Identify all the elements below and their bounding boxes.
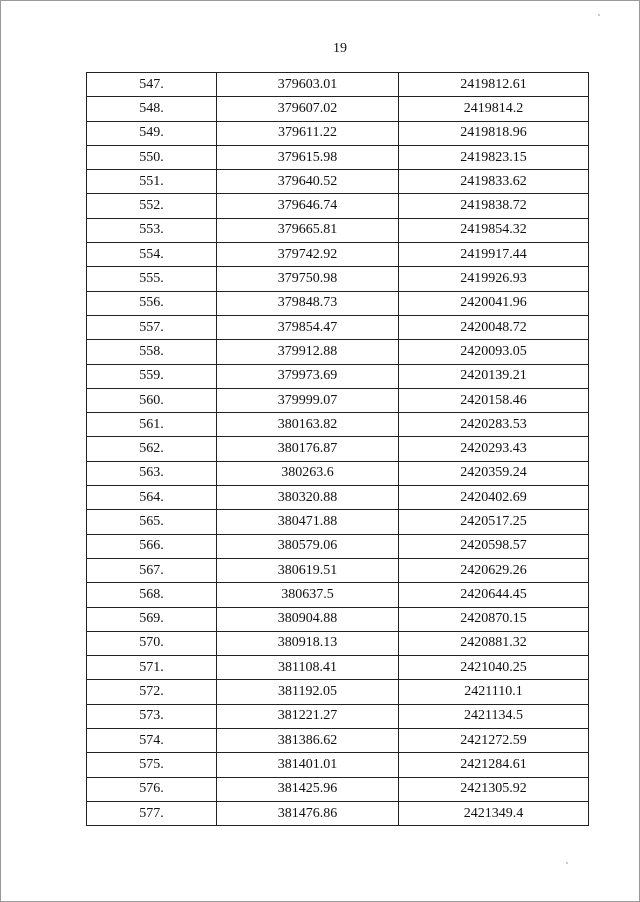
- point-number-cell: 557.: [87, 315, 217, 339]
- table-row: [87, 121, 589, 145]
- point-number-cell: 553.: [87, 218, 217, 242]
- table-row: [87, 218, 589, 242]
- x-coordinate-cell: 379912.88: [217, 340, 399, 364]
- y-coordinate-cell: 2420881.32: [399, 631, 589, 655]
- y-coordinate-cell: 2420093.05: [399, 340, 589, 364]
- x-coordinate-cell: 380904.88: [217, 607, 399, 631]
- y-coordinate-cell: 2419814.2: [399, 97, 589, 121]
- table-row: [87, 461, 589, 485]
- y-coordinate-cell: 2419818.96: [399, 121, 589, 145]
- x-coordinate-cell: 380637.5: [217, 583, 399, 607]
- scan-speck: [566, 862, 568, 864]
- x-coordinate-cell: 380176.87: [217, 437, 399, 461]
- point-number-cell: 572.: [87, 680, 217, 704]
- x-coordinate-cell: 381108.41: [217, 656, 399, 680]
- y-coordinate-cell: 2421349.4: [399, 801, 589, 825]
- point-number-cell: 575.: [87, 753, 217, 777]
- table-row: [87, 801, 589, 825]
- point-number-cell: 569.: [87, 607, 217, 631]
- coordinates-table-body: [87, 73, 589, 826]
- table-row: [87, 97, 589, 121]
- y-coordinate-cell: 2420402.69: [399, 486, 589, 510]
- y-coordinate-cell: 2420293.43: [399, 437, 589, 461]
- table-row: [87, 145, 589, 169]
- x-coordinate-cell: 380619.51: [217, 558, 399, 582]
- y-coordinate-cell: 2421134.5: [399, 704, 589, 728]
- y-coordinate-cell: 2420629.26: [399, 558, 589, 582]
- table-row: [87, 364, 589, 388]
- table-row: [87, 607, 589, 631]
- x-coordinate-cell: 379973.69: [217, 364, 399, 388]
- x-coordinate-cell: 380471.88: [217, 510, 399, 534]
- x-coordinate-cell: 379665.81: [217, 218, 399, 242]
- x-coordinate-cell: 380579.06: [217, 534, 399, 558]
- point-number-cell: 564.: [87, 486, 217, 510]
- point-number-cell: 560.: [87, 388, 217, 412]
- table-row: [87, 680, 589, 704]
- x-coordinate-cell: 380263.6: [217, 461, 399, 485]
- y-coordinate-cell: 2419833.62: [399, 170, 589, 194]
- point-number-cell: 574.: [87, 729, 217, 753]
- y-coordinate-cell: 2420870.15: [399, 607, 589, 631]
- point-number-cell: 568.: [87, 583, 217, 607]
- point-number-cell: 561.: [87, 413, 217, 437]
- point-number-cell: 556.: [87, 291, 217, 315]
- table-row: [87, 243, 589, 267]
- point-number-cell: 550.: [87, 145, 217, 169]
- coordinates-table: [86, 72, 589, 826]
- y-coordinate-cell: 2421110.1: [399, 680, 589, 704]
- scan-speck: [598, 14, 600, 16]
- table-row: [87, 194, 589, 218]
- y-coordinate-cell: 2419917.44: [399, 243, 589, 267]
- x-coordinate-cell: 380320.88: [217, 486, 399, 510]
- point-number-cell: 549.: [87, 121, 217, 145]
- y-coordinate-cell: 2419854.32: [399, 218, 589, 242]
- y-coordinate-cell: 2420644.45: [399, 583, 589, 607]
- point-number-cell: 562.: [87, 437, 217, 461]
- table-row: [87, 583, 589, 607]
- point-number-cell: 552.: [87, 194, 217, 218]
- y-coordinate-cell: 2421284.61: [399, 753, 589, 777]
- table-row: [87, 777, 589, 801]
- point-number-cell: 570.: [87, 631, 217, 655]
- point-number-cell: 563.: [87, 461, 217, 485]
- x-coordinate-cell: 379854.47: [217, 315, 399, 339]
- y-coordinate-cell: 2420041.96: [399, 291, 589, 315]
- table-row: [87, 729, 589, 753]
- x-coordinate-cell: 379603.01: [217, 73, 399, 97]
- y-coordinate-cell: 2421305.92: [399, 777, 589, 801]
- point-number-cell: 566.: [87, 534, 217, 558]
- point-number-cell: 548.: [87, 97, 217, 121]
- y-coordinate-cell: 2419926.93: [399, 267, 589, 291]
- table-row: [87, 413, 589, 437]
- point-number-cell: 558.: [87, 340, 217, 364]
- x-coordinate-cell: 379999.07: [217, 388, 399, 412]
- table-row: [87, 486, 589, 510]
- point-number-cell: 576.: [87, 777, 217, 801]
- y-coordinate-cell: 2420517.25: [399, 510, 589, 534]
- y-coordinate-cell: 2420139.21: [399, 364, 589, 388]
- point-number-cell: 573.: [87, 704, 217, 728]
- table-row: [87, 388, 589, 412]
- table-row: [87, 437, 589, 461]
- table-row: [87, 656, 589, 680]
- x-coordinate-cell: 379848.73: [217, 291, 399, 315]
- table-row: [87, 631, 589, 655]
- table-row: [87, 510, 589, 534]
- point-number-cell: 554.: [87, 243, 217, 267]
- y-coordinate-cell: 2421040.25: [399, 656, 589, 680]
- table-row: [87, 170, 589, 194]
- y-coordinate-cell: 2420158.46: [399, 388, 589, 412]
- y-coordinate-cell: 2420598.57: [399, 534, 589, 558]
- y-coordinate-cell: 2419812.61: [399, 73, 589, 97]
- point-number-cell: 555.: [87, 267, 217, 291]
- y-coordinate-cell: 2421272.59: [399, 729, 589, 753]
- point-number-cell: 551.: [87, 170, 217, 194]
- y-coordinate-cell: 2420283.53: [399, 413, 589, 437]
- table-row: [87, 267, 589, 291]
- x-coordinate-cell: 381386.62: [217, 729, 399, 753]
- x-coordinate-cell: 381425.96: [217, 777, 399, 801]
- y-coordinate-cell: 2419823.15: [399, 145, 589, 169]
- x-coordinate-cell: 381192.05: [217, 680, 399, 704]
- x-coordinate-cell: 381476.86: [217, 801, 399, 825]
- table-row: [87, 753, 589, 777]
- point-number-cell: 567.: [87, 558, 217, 582]
- x-coordinate-cell: 379750.98: [217, 267, 399, 291]
- y-coordinate-cell: 2420048.72: [399, 315, 589, 339]
- table-row: [87, 340, 589, 364]
- point-number-cell: 565.: [87, 510, 217, 534]
- table-row: [87, 291, 589, 315]
- point-number-cell: 571.: [87, 656, 217, 680]
- point-number-cell: 559.: [87, 364, 217, 388]
- x-coordinate-cell: 380163.82: [217, 413, 399, 437]
- page-number: 19: [333, 41, 347, 56]
- x-coordinate-cell: 379646.74: [217, 194, 399, 218]
- x-coordinate-cell: 379640.52: [217, 170, 399, 194]
- table-row: [87, 73, 589, 97]
- x-coordinate-cell: 379611.22: [217, 121, 399, 145]
- table-row: [87, 315, 589, 339]
- point-number-cell: 547.: [87, 73, 217, 97]
- x-coordinate-cell: 379607.02: [217, 97, 399, 121]
- x-coordinate-cell: 379742.92: [217, 243, 399, 267]
- table-row: [87, 704, 589, 728]
- y-coordinate-cell: 2420359.24: [399, 461, 589, 485]
- x-coordinate-cell: 381221.27: [217, 704, 399, 728]
- y-coordinate-cell: 2419838.72: [399, 194, 589, 218]
- x-coordinate-cell: 380918.13: [217, 631, 399, 655]
- table-row: [87, 534, 589, 558]
- x-coordinate-cell: 379615.98: [217, 145, 399, 169]
- x-coordinate-cell: 381401.01: [217, 753, 399, 777]
- point-number-cell: 577.: [87, 801, 217, 825]
- table-row: [87, 558, 589, 582]
